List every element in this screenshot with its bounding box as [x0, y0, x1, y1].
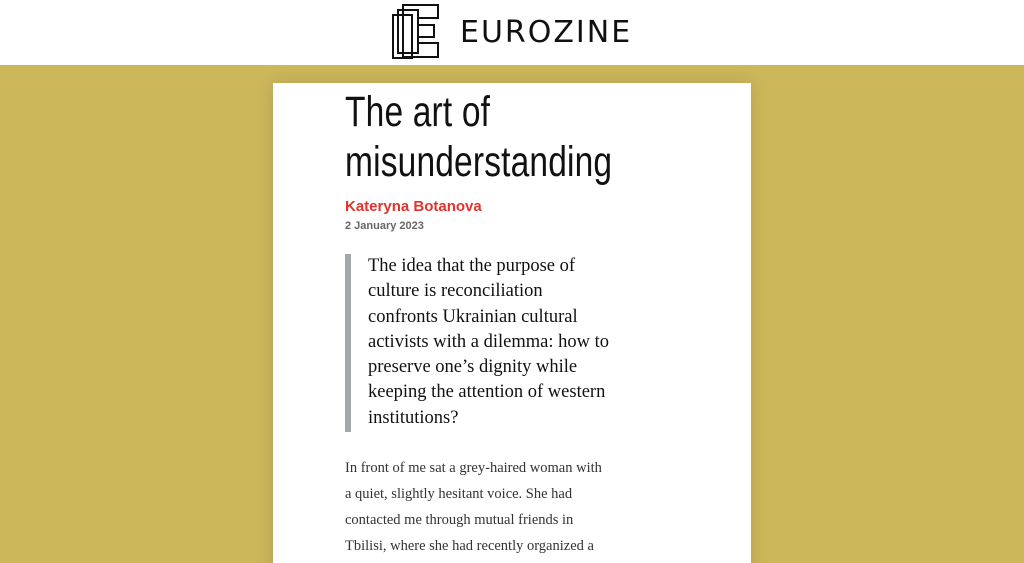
- eurozine-logo-icon[interactable]: [386, 3, 440, 61]
- lead-quote-text: The idea that the purpose of culture is reconciliation confronts Ukrainian cultural activists with a dilemma: how to preserve one’s dignity while keeping the attention of western institutions?: [368, 256, 609, 428]
- site-header: [0, 0, 1024, 65]
- article-lead-quote: [345, 254, 635, 432]
- article-title: The art of misunderstanding: [345, 88, 613, 186]
- article-background: [0, 65, 1024, 563]
- publication-date: 2 January 2023: [345, 220, 424, 232]
- eurozine-logo-text[interactable]: EUROZINE: [460, 15, 633, 50]
- article-body-excerpt: In front of me sat a grey-haired woman with a quiet, slightly hesitant voice. She had contacted me through mutual friends in Tbilisi, where she had recently organized a: [345, 460, 602, 554]
- author-link[interactable]: Kateryna Botanova: [345, 198, 482, 215]
- article-card: [273, 83, 751, 563]
